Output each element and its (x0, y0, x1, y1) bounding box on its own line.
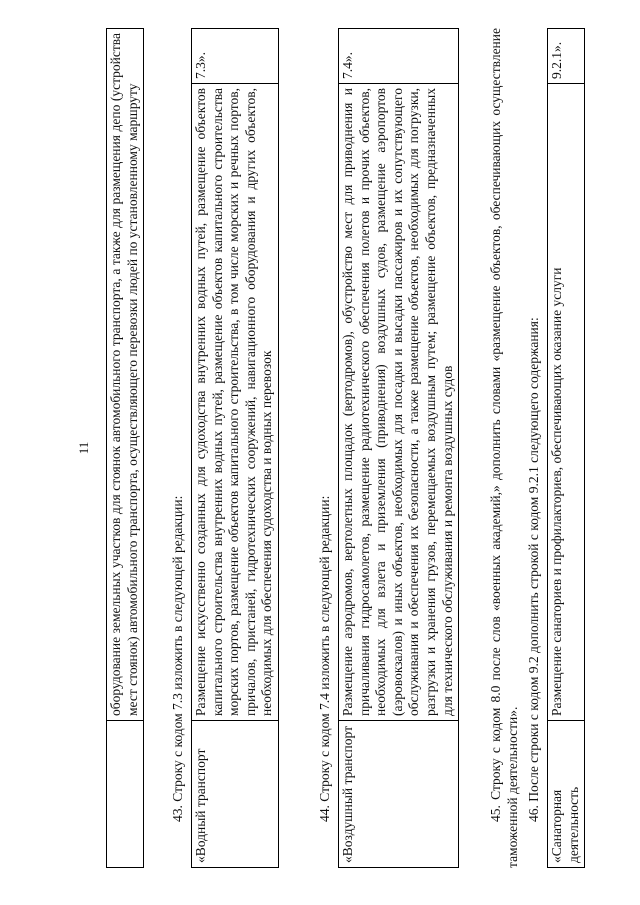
item-text: Строку с кодом 8.0 после слов «военных академий,» дополнить словами «размещение объектов, обеспечивающих осуществление таможенной деятельности». (488, 27, 520, 868)
code-cell: 7.3». (192, 29, 279, 84)
item-text: После строки с кодом 9.2 дополнить строкой с кодом 9.2.1 следующего содержания: (526, 317, 541, 802)
amendment-item-46 (526, 28, 543, 868)
name-cell: «Санаторная деятельность (548, 721, 585, 868)
amendment-item-45 (488, 28, 521, 868)
table-row-9-2-1 (547, 28, 585, 868)
table-row (548, 29, 585, 868)
name-cell: «Воздушный транспорт (339, 721, 459, 868)
table-row-7-3 (191, 28, 279, 868)
table-row (107, 29, 144, 868)
table-row (339, 29, 459, 868)
continued-table-fragment (106, 28, 144, 868)
description-cell: Размещение санаториев и профилакториев, обеспечивающих оказание услуги (548, 84, 585, 721)
amendment-item-44 (317, 28, 334, 868)
item-number: 43. (170, 805, 185, 822)
amendment-item-43 (170, 28, 187, 868)
code-cell: 9.2.1». (548, 29, 585, 84)
name-cell: «Водный транспорт (192, 721, 279, 868)
table-row (192, 29, 279, 868)
description-cell: Размещение искусственно созданных для судоходства внутренних водных путей, размещение объектов капитального строительства внутренних водных путей, размещение объектов капитального строительства морских портов, размещение объектов капитального строительства, в том числе морских и речных портов, причалов, пристаней, гидротехнических сооружений, навигационного оборудования и других объектов, необходимых для обеспечения судоходства и водных перевозок (192, 84, 279, 721)
code-cell: 7.4». (339, 29, 459, 84)
page-number: 11 (76, 441, 91, 455)
item-text: Строку с кодом 7.3 изложить в следующей редакции: (170, 495, 185, 802)
item-number: 45. (488, 805, 503, 822)
item-number: 46. (526, 805, 541, 822)
rotated-page (70, 28, 594, 868)
table-row-7-4 (338, 28, 459, 868)
item-number: 44. (317, 805, 332, 822)
description-cell: оборудование земельных участков для стоянок автомобильного транспорта, а также для размещения депо (устройства мест стоянок) автомобильного транспорта, осуществляющего перевозки людей по установленному маршруту (107, 29, 144, 721)
item-text: Строку с кодом 7.4 изложить в следующей редакции: (317, 495, 332, 802)
description-cell: Размещение аэродромов, вертолетных площадок (вертодромов), обустройство мест для приводнения и причаливания гидросамолетов, размещение радиотехнического обеспечения полетов и прочих объектов, необходимых для взлета и приземления (приводнения) воздушных судов, размещение аэропортов (аэровокзалов) и иных объектов, необходимых для посадки и высадки пассажиров и их сопутствующего обслуживания и обеспечения их безопасности, а также размещение объектов, необходимых для погрузки, разгрузки и хранения грузов, перемещаемых воздушным путем; размещение объектов, предназначенных для технического обслуживания и ремонта воздушных судов (339, 84, 459, 721)
empty-name-cell (107, 721, 144, 868)
